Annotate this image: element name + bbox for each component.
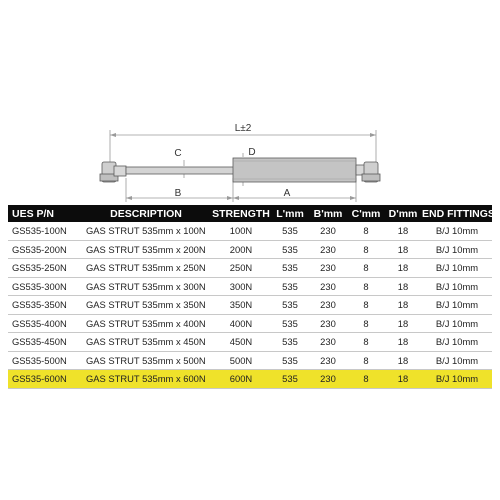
table-body — [8, 222, 492, 388]
part-number-cell: GS535-400N — [8, 314, 82, 333]
body-length-label: A — [283, 188, 291, 199]
description-header: DESCRIPTION — [110, 207, 182, 220]
description-cell: GAS STRUT 535mm x 200N — [82, 240, 210, 259]
end-fittings-cell: B/J 10mm — [422, 222, 492, 240]
table-row — [8, 333, 492, 352]
part-number-cell: GS535-300N — [8, 277, 82, 296]
length-cell: 535 — [272, 333, 308, 352]
part-number-cell: GS535-600N — [8, 370, 82, 389]
end-fittings-cell: B/J 10mm — [422, 240, 492, 259]
table-header-row — [8, 205, 492, 222]
table-row — [8, 296, 492, 315]
d-cell: 18 — [384, 296, 422, 315]
strength-cell: 400N — [210, 314, 272, 333]
description-cell: GAS STRUT 535mm x 500N — [82, 351, 210, 370]
table-row — [8, 222, 492, 240]
length-cell: 535 — [272, 259, 308, 278]
spec-table — [8, 205, 495, 389]
description-cell: GAS STRUT 535mm x 400N — [82, 314, 210, 333]
length-cell: 535 — [272, 277, 308, 296]
end-fittings-cell: B/J 10mm — [422, 259, 492, 278]
b-cell: 230 — [308, 296, 348, 315]
length-header: L'mm — [276, 207, 304, 220]
length-cell: 535 — [272, 370, 308, 389]
end-fittings-cell: B/J 10mm — [422, 314, 492, 333]
b-cell: 230 — [308, 351, 348, 370]
strength-cell: 600N — [210, 370, 272, 389]
d-cell: 18 — [384, 314, 422, 333]
table-row — [8, 314, 492, 333]
c-cell: 8 — [348, 314, 384, 333]
d-cell: 18 — [384, 351, 422, 370]
b-cell: 230 — [308, 370, 348, 389]
length-cell: 535 — [272, 296, 308, 315]
end-fittings-cell: B/J 10mm — [422, 370, 492, 389]
strength-cell: 350N — [210, 296, 272, 315]
description-cell: GAS STRUT 535mm x 450N — [82, 333, 210, 352]
c-header: C'mm — [351, 207, 381, 220]
part-number-cell: GS535-450N — [8, 333, 82, 352]
c-cell: 8 — [348, 351, 384, 370]
part-number-cell: GS535-350N — [8, 296, 82, 315]
part-number-header: UES P/N — [12, 207, 55, 220]
part-number-cell: GS535-100N — [8, 222, 82, 240]
length-cell: 535 — [272, 351, 308, 370]
table-row — [8, 351, 492, 370]
c-cell: 8 — [348, 240, 384, 259]
d-cell: 18 — [384, 222, 422, 240]
c-cell: 8 — [348, 370, 384, 389]
table-row — [8, 277, 492, 296]
description-cell: GAS STRUT 535mm x 300N — [82, 277, 210, 296]
b-cell: 230 — [308, 333, 348, 352]
c-cell: 8 — [348, 277, 384, 296]
description-cell: GAS STRUT 535mm x 600N — [82, 370, 210, 389]
spec-table-container — [8, 205, 495, 389]
b-cell: 230 — [308, 277, 348, 296]
length-cell: 535 — [272, 314, 308, 333]
d-header: D'mm — [388, 207, 418, 220]
part-number-cell: GS535-500N — [8, 351, 82, 370]
part-number-cell: GS535-250N — [8, 259, 82, 278]
d-cell: 18 — [384, 259, 422, 278]
description-cell: GAS STRUT 535mm x 100N — [82, 222, 210, 240]
b-header: B'mm — [313, 207, 343, 220]
b-cell: 230 — [308, 240, 348, 259]
strength-cell: 450N — [210, 333, 272, 352]
end-fittings-cell: B/J 10mm — [422, 351, 492, 370]
length-cell: 535 — [272, 240, 308, 259]
end-fittings-cell: B/J 10mm — [422, 277, 492, 296]
gas-strut-diagram — [0, 0, 500, 205]
end-fittings-cell: B/J 10mm — [422, 296, 492, 315]
table-row-highlighted — [8, 370, 492, 389]
strength-cell: 200N — [210, 240, 272, 259]
body-diameter-label: D — [248, 147, 256, 158]
strength-header: STRENGTH — [212, 207, 270, 220]
strength-cell: 250N — [210, 259, 272, 278]
rod-diameter-label: C — [174, 148, 182, 159]
rod-length-label: B — [174, 188, 182, 199]
strut-drawing — [100, 158, 380, 182]
d-cell: 18 — [384, 333, 422, 352]
d-cell: 18 — [384, 370, 422, 389]
table-row — [8, 259, 492, 278]
strength-cell: 100N — [210, 222, 272, 240]
c-cell: 8 — [348, 259, 384, 278]
c-cell: 8 — [348, 333, 384, 352]
c-cell: 8 — [348, 296, 384, 315]
b-cell: 230 — [308, 259, 348, 278]
b-cell: 230 — [308, 222, 348, 240]
end-fittings-cell: B/J 10mm — [422, 333, 492, 352]
d-cell: 18 — [384, 277, 422, 296]
c-cell: 8 — [348, 222, 384, 240]
strength-cell: 300N — [210, 277, 272, 296]
description-cell: GAS STRUT 535mm x 350N — [82, 296, 210, 315]
overall-length-label: L±2 — [234, 123, 252, 134]
length-cell: 535 — [272, 222, 308, 240]
strength-cell: 500N — [210, 351, 272, 370]
d-cell: 18 — [384, 240, 422, 259]
b-cell: 230 — [308, 314, 348, 333]
description-cell: GAS STRUT 535mm x 250N — [82, 259, 210, 278]
part-number-cell: GS535-200N — [8, 240, 82, 259]
end-fittings-header: END FITTINGS — [422, 207, 495, 220]
table-row — [8, 240, 492, 259]
